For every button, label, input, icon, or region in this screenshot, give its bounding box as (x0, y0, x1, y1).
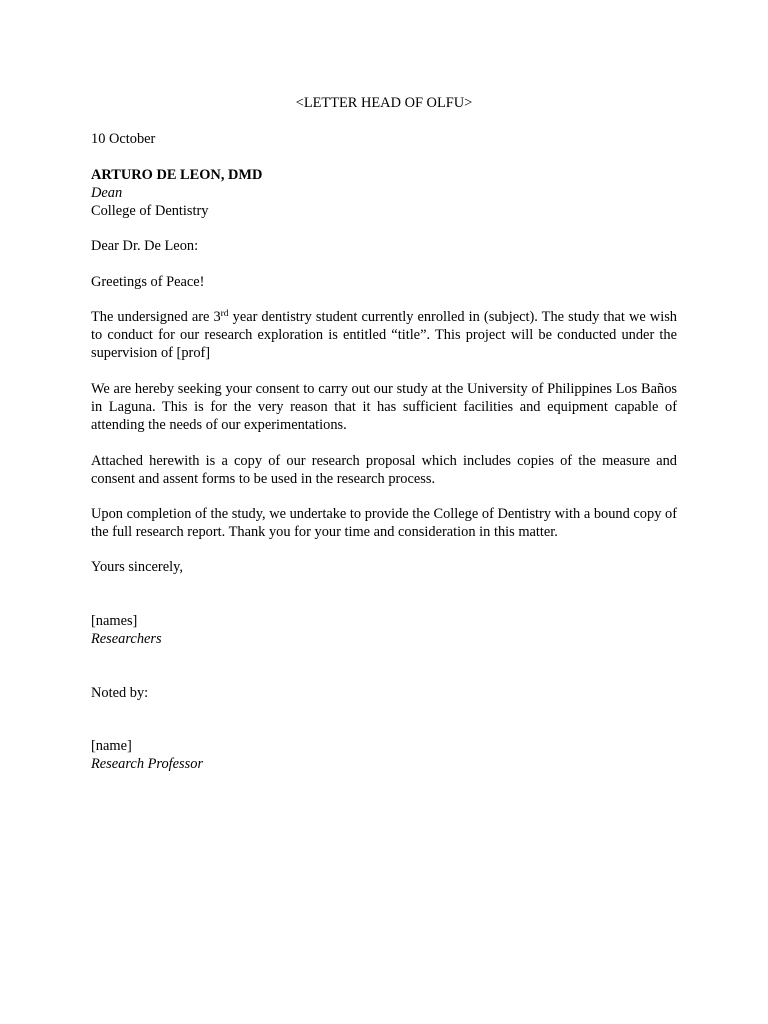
professor-name: [name] (91, 738, 132, 754)
salutation: Dear Dr. De Leon: (91, 238, 199, 254)
letterhead: <LETTER HEAD OF OLFU> (295, 95, 473, 111)
signatory-researchers (91, 612, 677, 648)
professor-role: Research Professor (91, 756, 204, 772)
noted-by-label: Noted by: (91, 685, 149, 701)
paragraph-1-start: The undersigned are 3 (91, 309, 221, 325)
closing: Yours sincerely, (91, 559, 183, 575)
body-paragraph-4: Upon completion of the study, we undertake to provide the College of Dentistry with a bound copy of the full research report. Thank you for your time and consideration in this matter. (91, 506, 677, 540)
body-paragraph-1 (91, 308, 677, 362)
letter-date: 10 October (91, 131, 156, 147)
ordinal-superscript: rd (220, 309, 229, 319)
researchers-role: Researchers (91, 631, 162, 647)
greeting: Greetings of Peace! (91, 274, 205, 290)
recipient-department: College of Dentistry (91, 203, 209, 219)
paragraph-1-rest: year dentistry student currently enrolled in (subject). The study that we wish to conduct for our research exploration is entitled “title”. This project will be conducted under the supervision of [prof] (91, 309, 677, 361)
researchers-name: [names] (91, 613, 138, 629)
recipient-block (91, 166, 677, 220)
body-paragraph-2: We are hereby seeking your consent to carry out our study at the University of Philippines Los Baños in Laguna. This is for the very reason that it has sufficient facilities and equipment capable of attending the needs of our experimentations. (91, 381, 677, 433)
body-paragraph-3: Attached herewith is a copy of our research proposal which includes copies of the measure and consent and assent forms to be used in the research process. (91, 453, 677, 487)
recipient-name: ARTURO DE LEON, DMD (91, 167, 263, 183)
signatory-professor (91, 737, 677, 773)
recipient-title: Dean (91, 185, 123, 201)
